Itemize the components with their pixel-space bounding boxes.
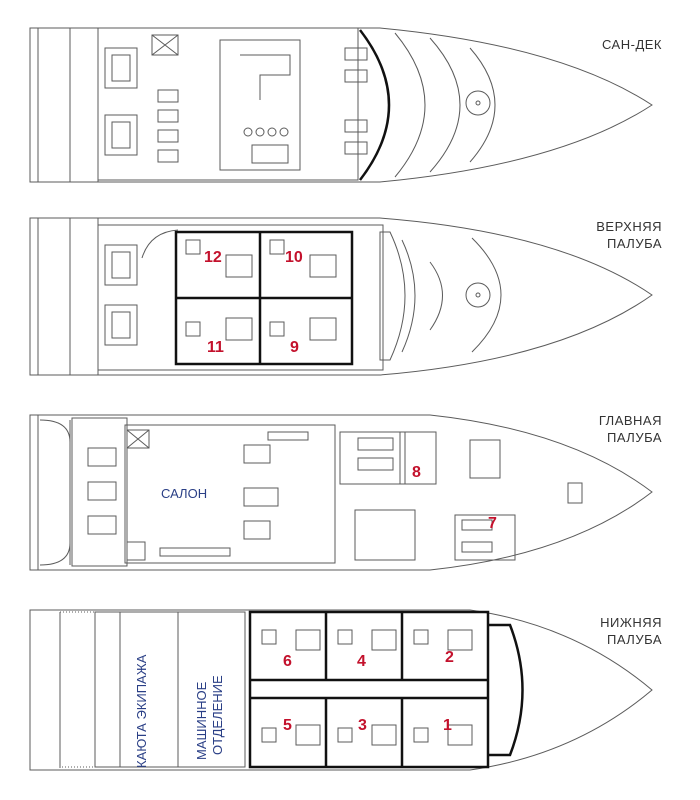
windscreen-arc [360,30,389,180]
cabin-4-number: 4 [357,653,366,670]
sofa [160,548,230,556]
cabin-block [250,612,488,767]
stern-stair [40,543,70,565]
dining-table [88,448,116,466]
lounger [105,305,137,345]
bar-unit [252,145,288,163]
salon-label: САЛОН [161,486,208,501]
deck-arc [395,33,425,177]
cabin-1-number: 1 [443,717,452,734]
cabin-7-number: 7 [488,515,497,532]
deck-arc [470,48,495,162]
hull-outline [30,610,652,770]
toilet [270,240,284,254]
dining-table [88,482,116,500]
stern-lines [38,28,98,182]
deck-label-line: ПАЛУБА [606,430,662,445]
bed [372,630,396,650]
deck-lower [30,610,652,770]
bed [372,725,396,745]
toilet [338,630,352,644]
cabin-2-number: 2 [445,649,454,666]
cabin-7-room [455,515,515,560]
bed [296,725,320,745]
sunbed [345,142,367,154]
bed [310,318,336,340]
toilet [262,630,276,644]
deck-main [30,415,652,570]
cabin-8-number: 8 [412,464,421,481]
stern-lines [38,218,98,375]
deck-label-line: ПАЛУБА [606,632,662,647]
lounger-inner [112,55,130,81]
mast-center [476,101,480,105]
storage-box-x [127,430,149,448]
stern-grating [60,612,95,767]
deck-label-line: ГЛАВНАЯ [598,413,662,428]
bed [226,255,252,277]
sunbed [345,120,367,132]
bed [358,458,393,470]
deck-sundeck [30,28,652,182]
sunbed [345,48,367,60]
bow-compartment [488,625,523,755]
mast-center [476,293,480,297]
deck-arc [430,262,443,330]
engine-room-label-1: МАШИННОЕ [194,681,209,760]
stairs [127,542,145,560]
cabin-12-number: 12 [204,249,222,266]
hull-outline [30,218,652,375]
bed [296,630,320,650]
engine-room-label-2: ОТДЕЛЕНИЕ [210,675,225,755]
sunbed [345,70,367,82]
dining-table [244,521,270,539]
hull-outline [30,415,652,570]
lounger [105,115,137,155]
crew-cabin-label: КАЮТА ЭКИПАЖА [134,654,149,768]
stern-stair [40,420,70,442]
cabin-10-number: 10 [285,249,303,266]
bar-stool [268,128,276,136]
sunbed [158,110,178,122]
toilet [338,728,352,742]
bed [358,438,393,450]
lounger [105,245,137,285]
deck-label-line: НИЖНЯЯ [600,615,662,630]
deck-upper [30,218,652,375]
lounger-inner [112,122,130,148]
bed [462,542,492,552]
anchor-hatch [568,483,582,503]
staircase-arc [142,230,178,258]
stern-lines [38,415,70,570]
lounger [105,48,137,88]
toilet [414,728,428,742]
lounger-inner [112,252,130,278]
toilet [414,630,428,644]
cabin-9-number: 9 [290,339,299,356]
aft-deck [72,418,127,566]
toilet [186,240,200,254]
galley [355,510,415,560]
staircase [470,440,500,478]
deck-label-line: САН-ДЕК [601,37,662,52]
bar-stool [244,128,252,136]
bar-counter [240,55,290,100]
storage-box-x [152,35,178,55]
bar-stool [256,128,264,136]
dining-table [244,488,278,506]
deck-label-line: ВЕРХНЯЯ [596,219,662,234]
bed [448,630,472,650]
cabin-3-number: 3 [358,717,367,734]
sunbed [158,130,178,142]
toilet [270,322,284,336]
cabin-5-number: 5 [283,717,292,734]
bar-stool [280,128,288,136]
cabin-11-number: 11 [207,339,224,356]
bed [310,255,336,277]
bridge-console [402,240,415,352]
sunbed [158,150,178,162]
mast [466,91,490,115]
hull-outline [30,28,652,182]
sunbed [158,90,178,102]
deck-arc [430,38,460,172]
bed [226,318,252,340]
mast [466,283,490,307]
deck-label-line: ПАЛУБА [606,236,662,251]
toilet [186,322,200,336]
bridge [380,232,405,360]
sideboard [268,432,308,440]
cabin-6-number: 6 [283,653,292,670]
salon-area [125,425,335,563]
crew-berths [95,612,120,767]
toilet [262,728,276,742]
lounger-inner [112,312,130,338]
dining-table [88,516,116,534]
dining-table [244,445,270,463]
